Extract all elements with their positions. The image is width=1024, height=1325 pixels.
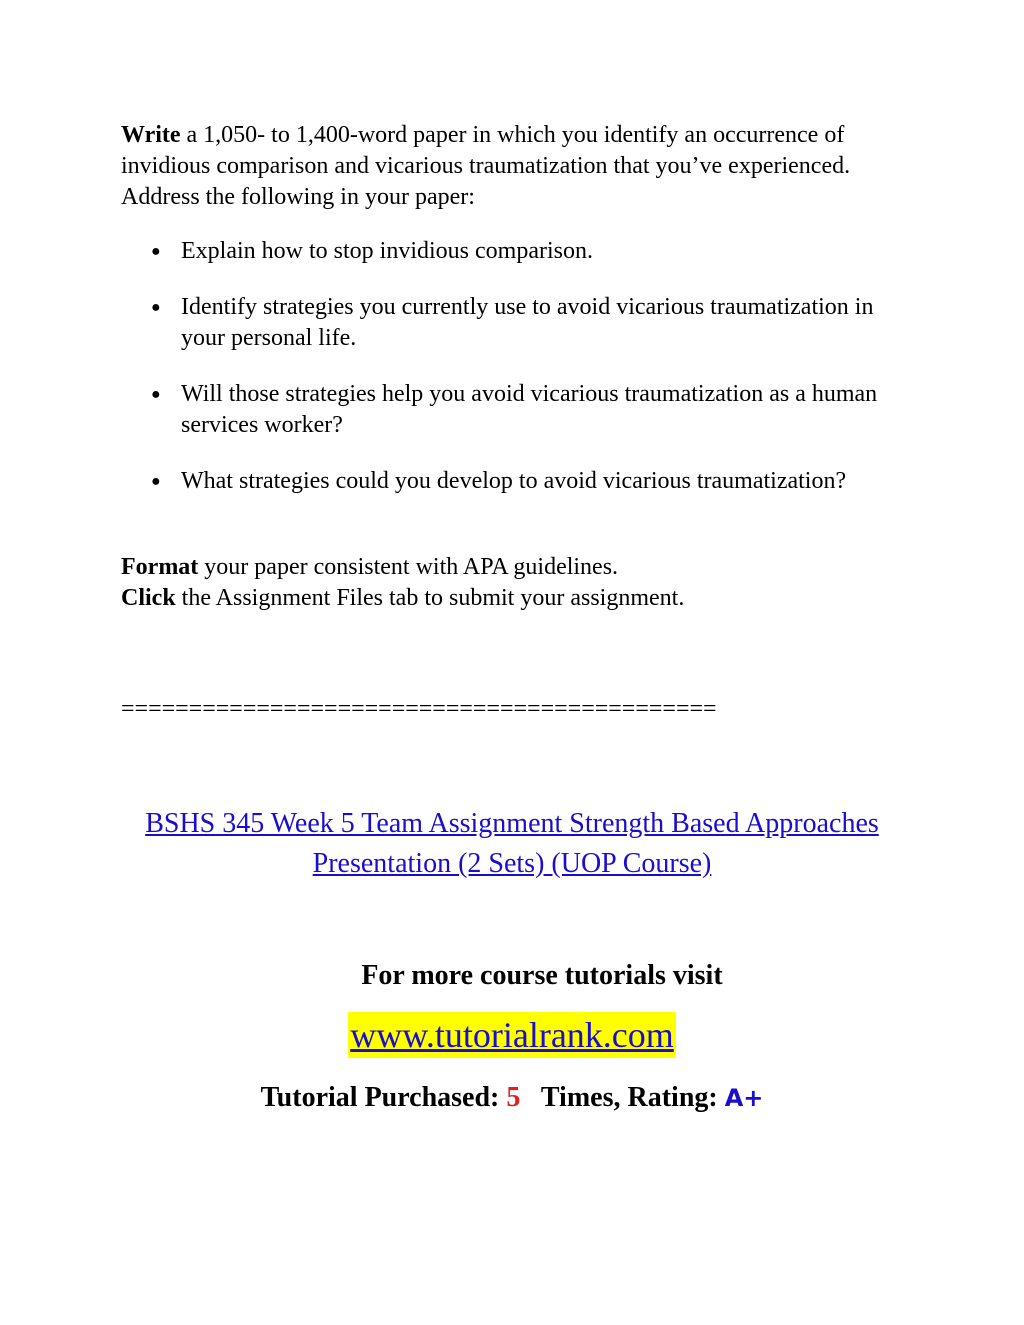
click-lead: Click: [121, 585, 176, 611]
intro-paragraph: [121, 120, 921, 213]
bullet-icon: ●: [151, 299, 161, 316]
rating-value: A+: [724, 1084, 764, 1112]
list-item: [121, 236, 921, 267]
site-link-container: [0, 1012, 1024, 1058]
click-line: [121, 583, 921, 614]
format-lead: Format: [121, 554, 199, 580]
format-text: your paper consistent with APA guidelines.: [198, 554, 619, 580]
list-item-text: What strategies could you develop to avoid vicarious traumatization?: [181, 468, 847, 494]
intro-text: a 1,050- to 1,400-word paper in which you identify an occurrence of invidious comparison and vicarious traumatization that you’ve experienced. Address the following in your paper:: [121, 122, 851, 210]
intro-lead: Write: [121, 122, 181, 148]
course-link[interactable]: BSHS 345 Week 5 Team Assignment Strength Based Approaches Presentation (2 Sets) (UOP Course): [145, 808, 879, 879]
bullet-icon: ●: [151, 473, 161, 490]
list-item-text: Identify strategies you currently use to avoid vicarious traumatization in your personal life.: [181, 294, 874, 351]
format-line: [121, 552, 921, 583]
bullet-icon: ●: [151, 243, 161, 260]
list-item-text: Explain how to stop invidious comparison.: [181, 238, 593, 264]
list-item: [121, 379, 921, 441]
list-item: [121, 292, 921, 354]
list-item: [121, 466, 921, 497]
more-tutorials-heading: For more course tutorials visit: [361, 960, 723, 991]
site-link[interactable]: www.tutorialrank.com: [348, 1012, 676, 1058]
separator-line: ============================================: [121, 696, 717, 722]
list-item-text: Will those strategies help you avoid vicarious traumatization as a human services worker?: [181, 381, 878, 438]
times-rating-label: Times, Rating:: [540, 1082, 718, 1113]
click-text: the Assignment Files tab to submit your assignment.: [175, 585, 685, 611]
instructions-block: [121, 552, 921, 614]
bullet-icon: ●: [151, 386, 161, 403]
purchase-info: [0, 1080, 1024, 1116]
purchase-label: Tutorial Purchased:: [260, 1082, 500, 1113]
purchase-count: 5: [506, 1082, 521, 1113]
requirements-list: [121, 236, 921, 522]
